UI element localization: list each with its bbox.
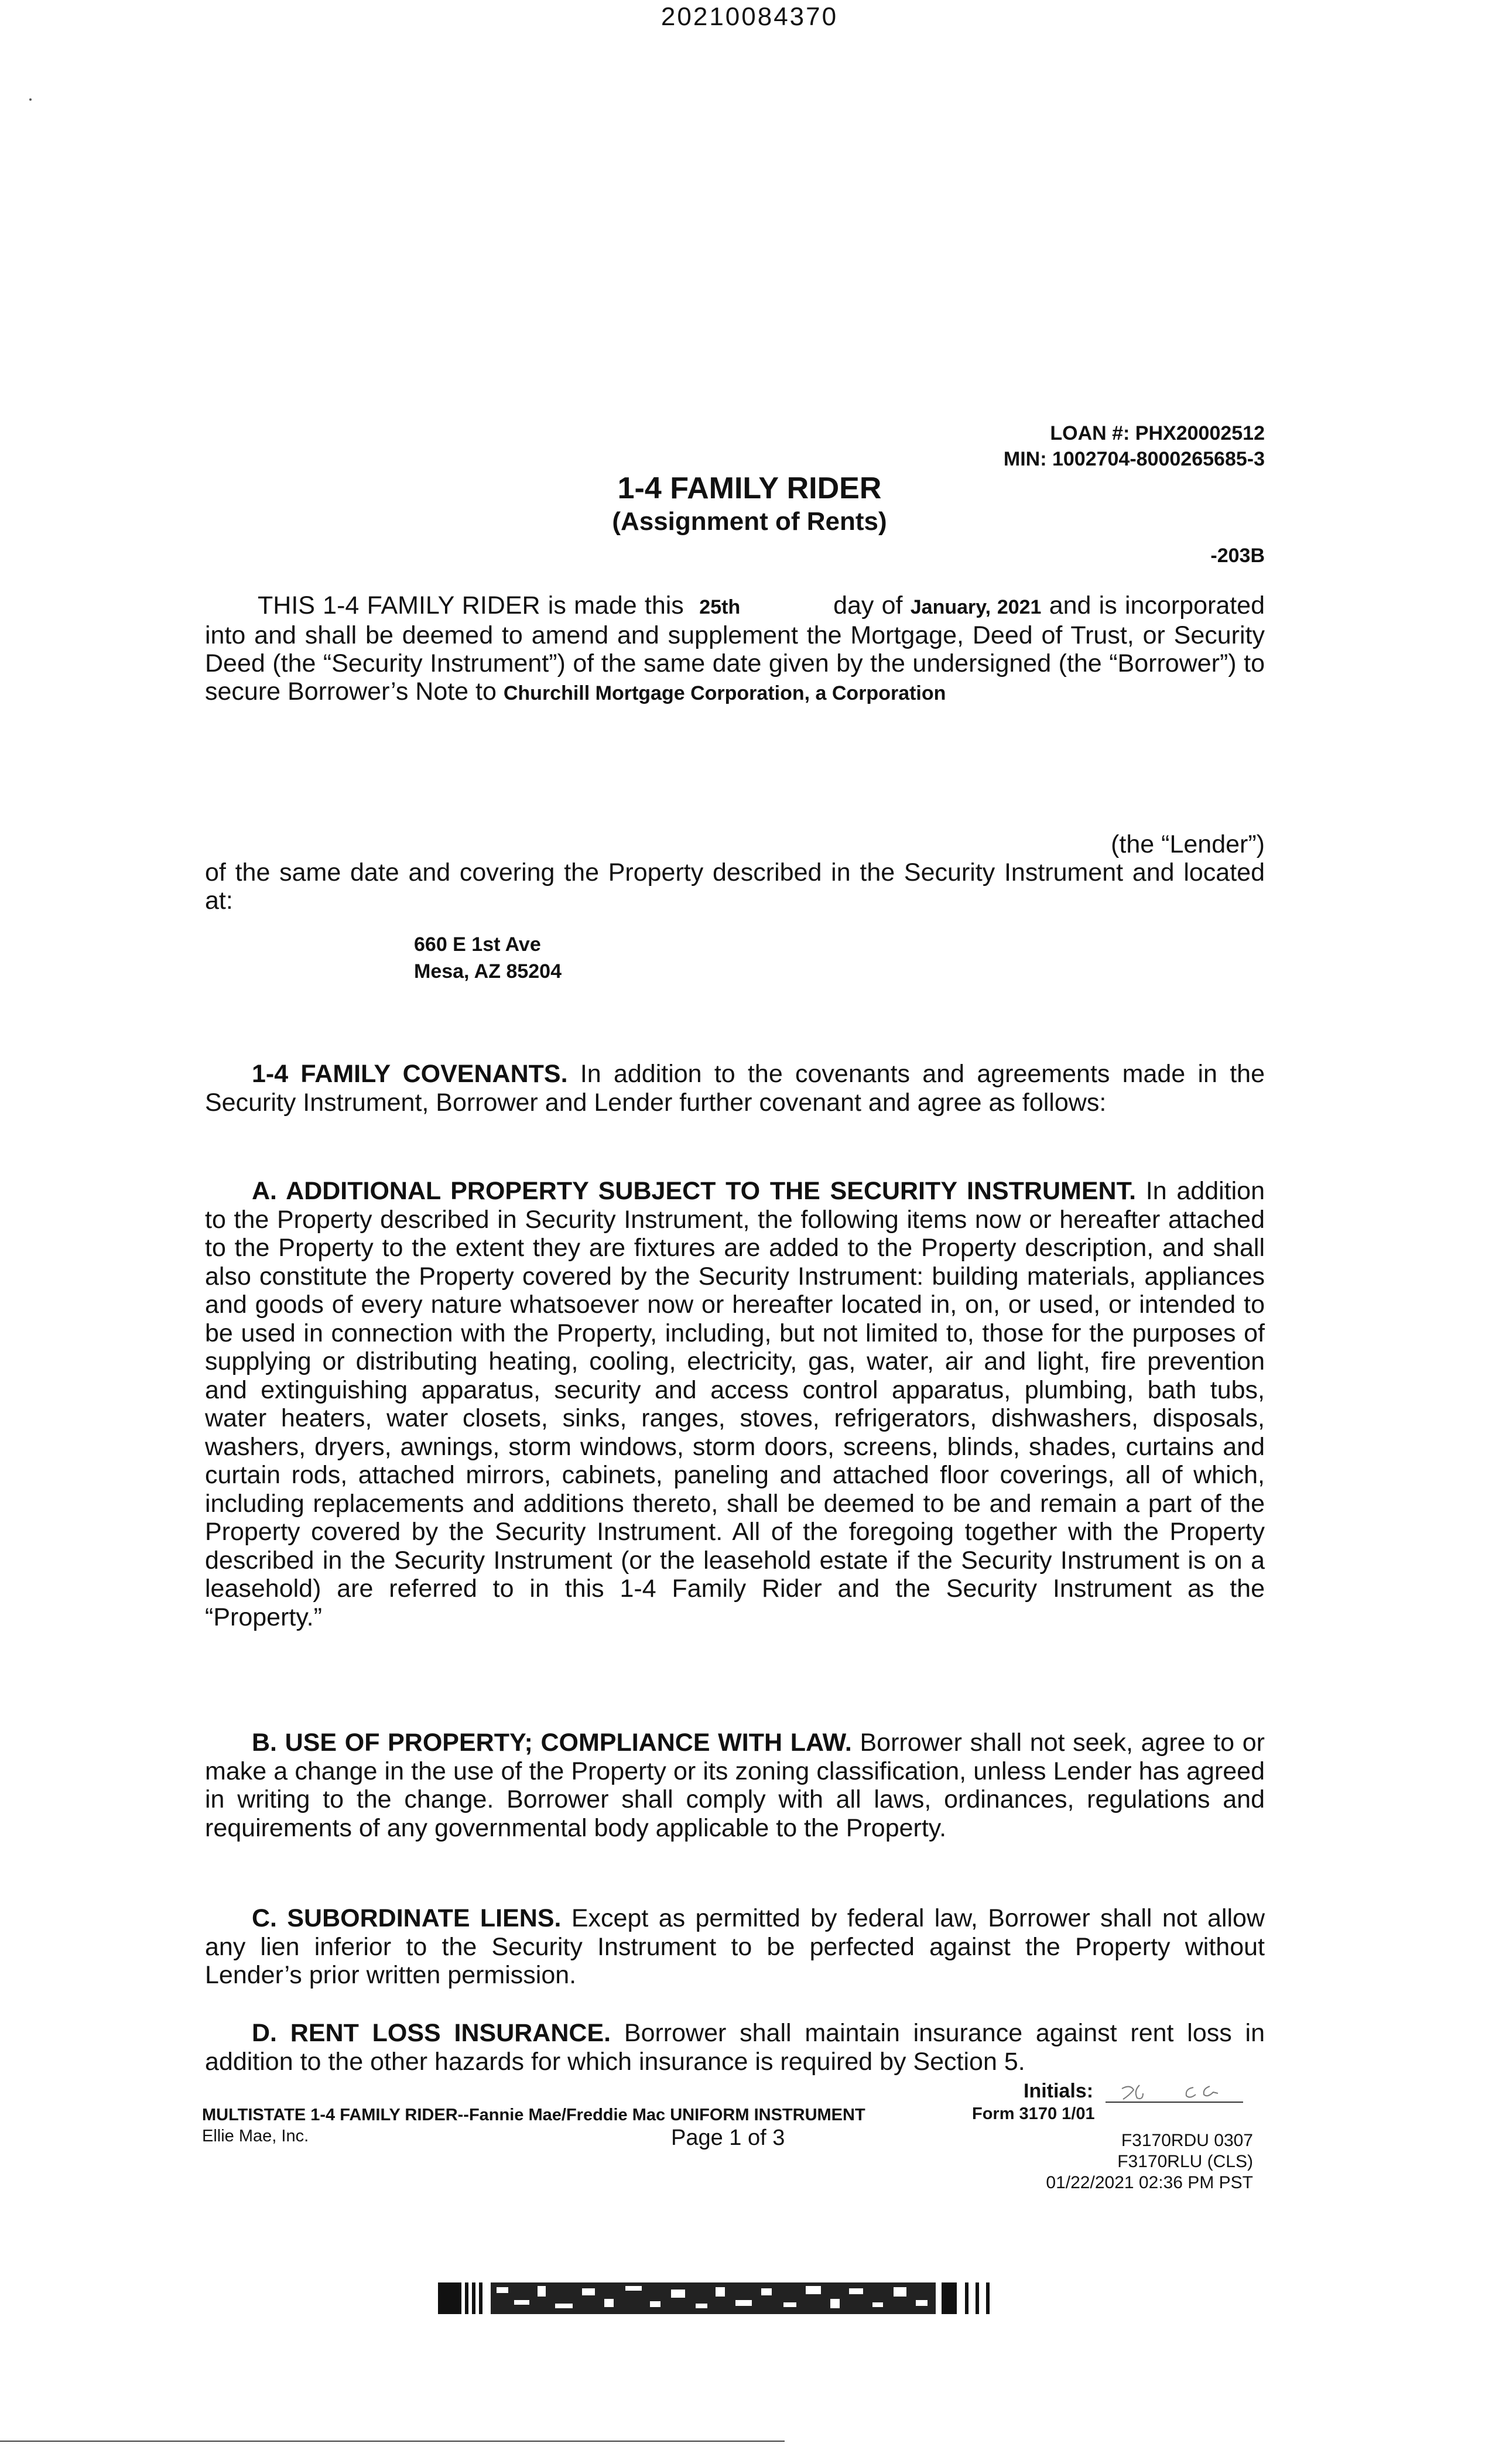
covenants-text: In addition to the covenants and agreements made in the Security Instrument, Borrower and Lender further covenant and agree as follows: [205,1060,1265,1117]
document-subtitle: (Assignment of Rents) [612,507,887,536]
vendor-name: Ellie Mae, Inc. [202,2127,309,2145]
footer-code-1: F3170RDU 0307 [1121,2131,1253,2150]
section-c-text: Except as permitted by federal law, Borrower shall not allow any lien inferior to the Security Instrument to be perfected against the Property without Lender’s prior written permission. [205,1904,1265,1989]
covenants-heading: 1-4 FAMILY COVENANTS. [252,1060,568,1088]
intro-paragraph [205,591,1265,707]
initials-signature-icon [1106,2080,1243,2102]
rider-day: 25th [699,596,741,618]
footer-right [1046,2130,1253,2193]
address-line-2: Mesa, AZ 85204 [414,960,562,983]
loan-info [1004,420,1265,472]
rider-month-year: January, 2021 [910,596,1042,618]
section-a-heading: A. ADDITIONAL PROPERTY SUBJECT TO THE SECURITY INSTRUMENT. [252,1177,1137,1205]
property-address [414,931,562,985]
intro-text-2: day of [833,591,903,620]
form-title: MULTISTATE 1-4 FAMILY RIDER--Fannie Mae/Freddie Mac UNIFORM INSTRUMENT [202,2106,865,2124]
address-line-1: 660 E 1st Ave [414,933,541,956]
page-bottom-rule [0,2441,785,2442]
intro-text-3: and is incorporated into and shall be deemed to amend and supplement the Mortgage, Deed of Trust, or Security Deed (the “Security Instrument”) of the same date given by the undersigned (the “Borrower”) to secure Borrower’s Note to [205,591,1265,706]
initials-label: Initials: [1024,2080,1094,2102]
initials-block [1024,2080,1243,2103]
scan-speck [29,98,32,101]
section-d-text: Borrower shall maintain insurance against rent loss in addition to the other hazards for which insurance is required by Section 5. [205,2019,1265,2076]
form-code: Form 3170 1/01 [972,2104,1095,2123]
initials-line [1106,2080,1243,2103]
section-c [205,1904,1265,1990]
property-location-paragraph: of the same date and covering the Property described in the Security Instrument and located at: [205,858,1265,915]
page-number: Page 1 of 3 [671,2126,785,2150]
intro-text-1: THIS 1-4 FAMILY RIDER is made this [258,591,684,620]
section-d [205,2019,1265,2076]
footer-code-2: F3170RLU (CLS) [1117,2152,1253,2171]
section-a [205,1177,1265,1631]
covenants-paragraph [205,1060,1265,1117]
section-d-heading: D. RENT LOSS INSURANCE. [252,2019,611,2047]
recording-number: 20210084370 [660,2,839,31]
section-b-text: Borrower shall not seek, agree to or make a change in the use of the Property or its zoning classification, unless Lender has agreed in writing to the change. Borrower shall comply with all laws, ordinances, regulations and requirements of any governmental body applicable to the Property. [205,1729,1265,1842]
document-title: 1-4 FAMILY RIDER [617,471,882,505]
form-number: -203B [1210,545,1265,567]
section-b-heading: B. USE OF PROPERTY; COMPLIANCE WITH LAW. [252,1729,852,1757]
section-c-heading: C. SUBORDINATE LIENS. [252,1904,562,1932]
lender-label: (the “Lender”) [1111,830,1265,858]
section-b [205,1729,1265,1842]
min-number: MIN: 1002704-8000265685-3 [1003,448,1265,470]
footer-timestamp: 01/22/2021 02:36 PM PST [1046,2173,1253,2192]
section-a-text: In addition to the Property described in Security Instrument, the following items now or hereafter attached to the Property to the extent they are fixtures are added to the Property description, and shall also constitute the Property covered by the Security Instrument: building materials, appliances and goods of every nature whatsoever now or hereafter located in, on, or used, or intended to be used in connection with the Property, including, but not limited to, those for the purposes of supplying or distributing heating, cooling, electricity, gas, water, air and light, fire prevention and extinguishing apparatus, security and access control apparatus, plumbing, bath tubs, water heaters, water closets, sinks, ranges, stoves, refrigerators, dishwashers, disposals, washers, dryers, awnings, storm windows, storm doors, screens, blinds, shades, curtains and curtain rods, attached mirrors, cabinets, paneling and attached floor coverings, all of which, including replacements and additions thereto, shall be deemed to be and remain a part of the Property covered by the Security Instrument. All of the foregoing together with the Property described in the Security Instrument (or the leasehold estate if the Security Instrument is on a leasehold) are referred to in this 1-4 Family Rider and the Security Instrument as the “Property.” [205,1177,1265,1631]
loan-number: LOAN #: PHX20002512 [1050,422,1265,444]
barcode-icon [438,2282,1015,2314]
lender-name: Churchill Mortgage Corporation, a Corporation [503,682,946,704]
